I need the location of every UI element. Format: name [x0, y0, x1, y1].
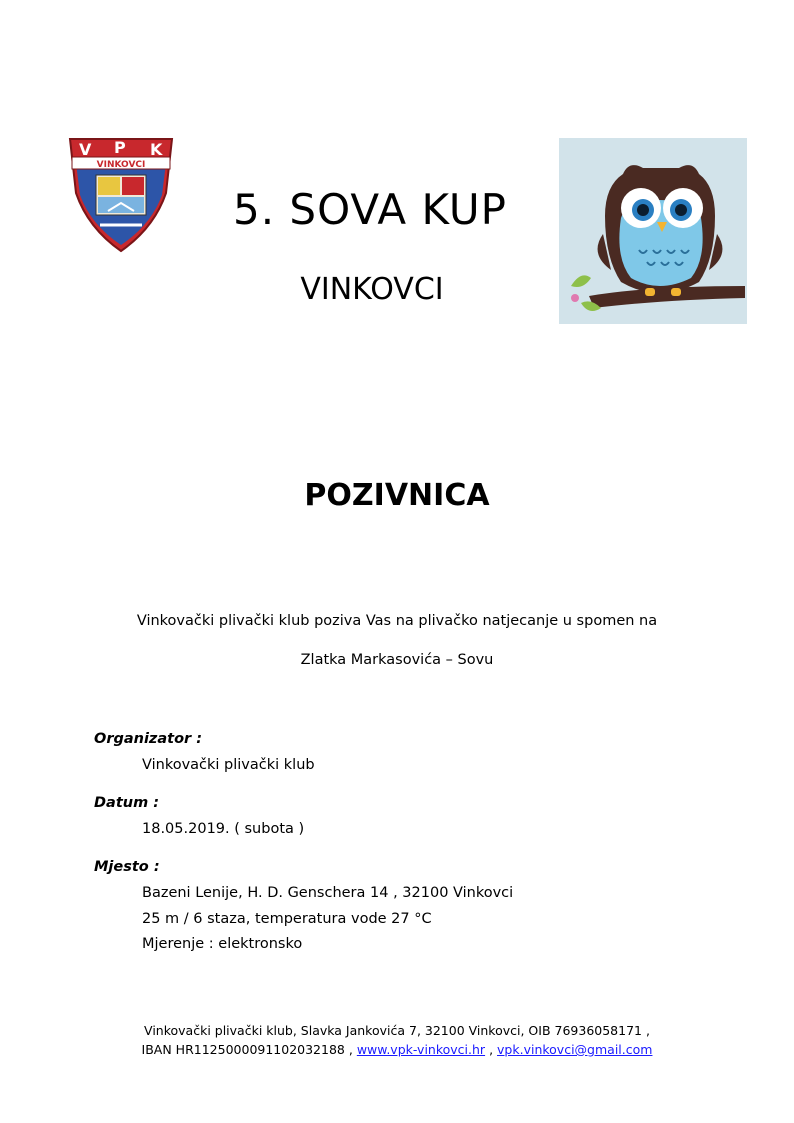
owl-illustration	[559, 138, 747, 324]
event-city: VINKOVCI	[300, 272, 444, 307]
organizator-value: Vinkovački plivački klub	[142, 757, 315, 773]
footer-separator: ,	[489, 1042, 494, 1057]
logo-letter-v: V	[79, 140, 92, 159]
footer-address: Vinkovački plivački klub, Slavka Jankovića 7, 32100 Vinkovci, OIB 76936058171 ,	[144, 1023, 650, 1038]
footer-iban: IBAN HR1125000091102032188 ,	[141, 1042, 353, 1057]
mjesto-label: Mjesto	[94, 859, 149, 875]
datum-label: Datum	[94, 795, 149, 811]
logo-letter-p: P	[114, 138, 126, 157]
logo-letter-k: K	[150, 140, 163, 159]
footer-bank-line	[40, 1042, 754, 1057]
datum-value: 18.05.2019. ( subota )	[142, 821, 305, 837]
intro-line-1: Vinkovački plivački klub poziva Vas na plivačko natjecanje u spomen na	[136, 613, 658, 629]
event-title: 5. SOVA KUP	[232, 185, 507, 234]
mjesto-line-timing: Mjerenje : elektronsko	[142, 936, 303, 952]
email-link[interactable]: vpk.vinkovci@gmail.com	[497, 1042, 653, 1057]
organizator-row: Organizator :	[94, 731, 203, 747]
logo-banner-text: VINKOVCI	[96, 160, 146, 170]
organizator-label: Organizator	[94, 731, 192, 747]
mjesto-line-address: Bazeni Lenije, H. D. Genschera 14 , 32100 Vinkovci	[142, 885, 514, 901]
mjesto-line-pool: 25 m / 6 staza, temperatura vode 27 °C	[142, 911, 432, 927]
invitation-heading: POZIVNICA	[304, 478, 490, 513]
vpk-logo	[66, 133, 176, 253]
datum-row: Datum :	[94, 795, 160, 811]
website-link[interactable]: www.vpk-vinkovci.hr	[356, 1042, 486, 1057]
intro-line-2: Zlatka Markasovića – Sovu	[300, 652, 494, 668]
mjesto-row: Mjesto :	[94, 859, 160, 875]
